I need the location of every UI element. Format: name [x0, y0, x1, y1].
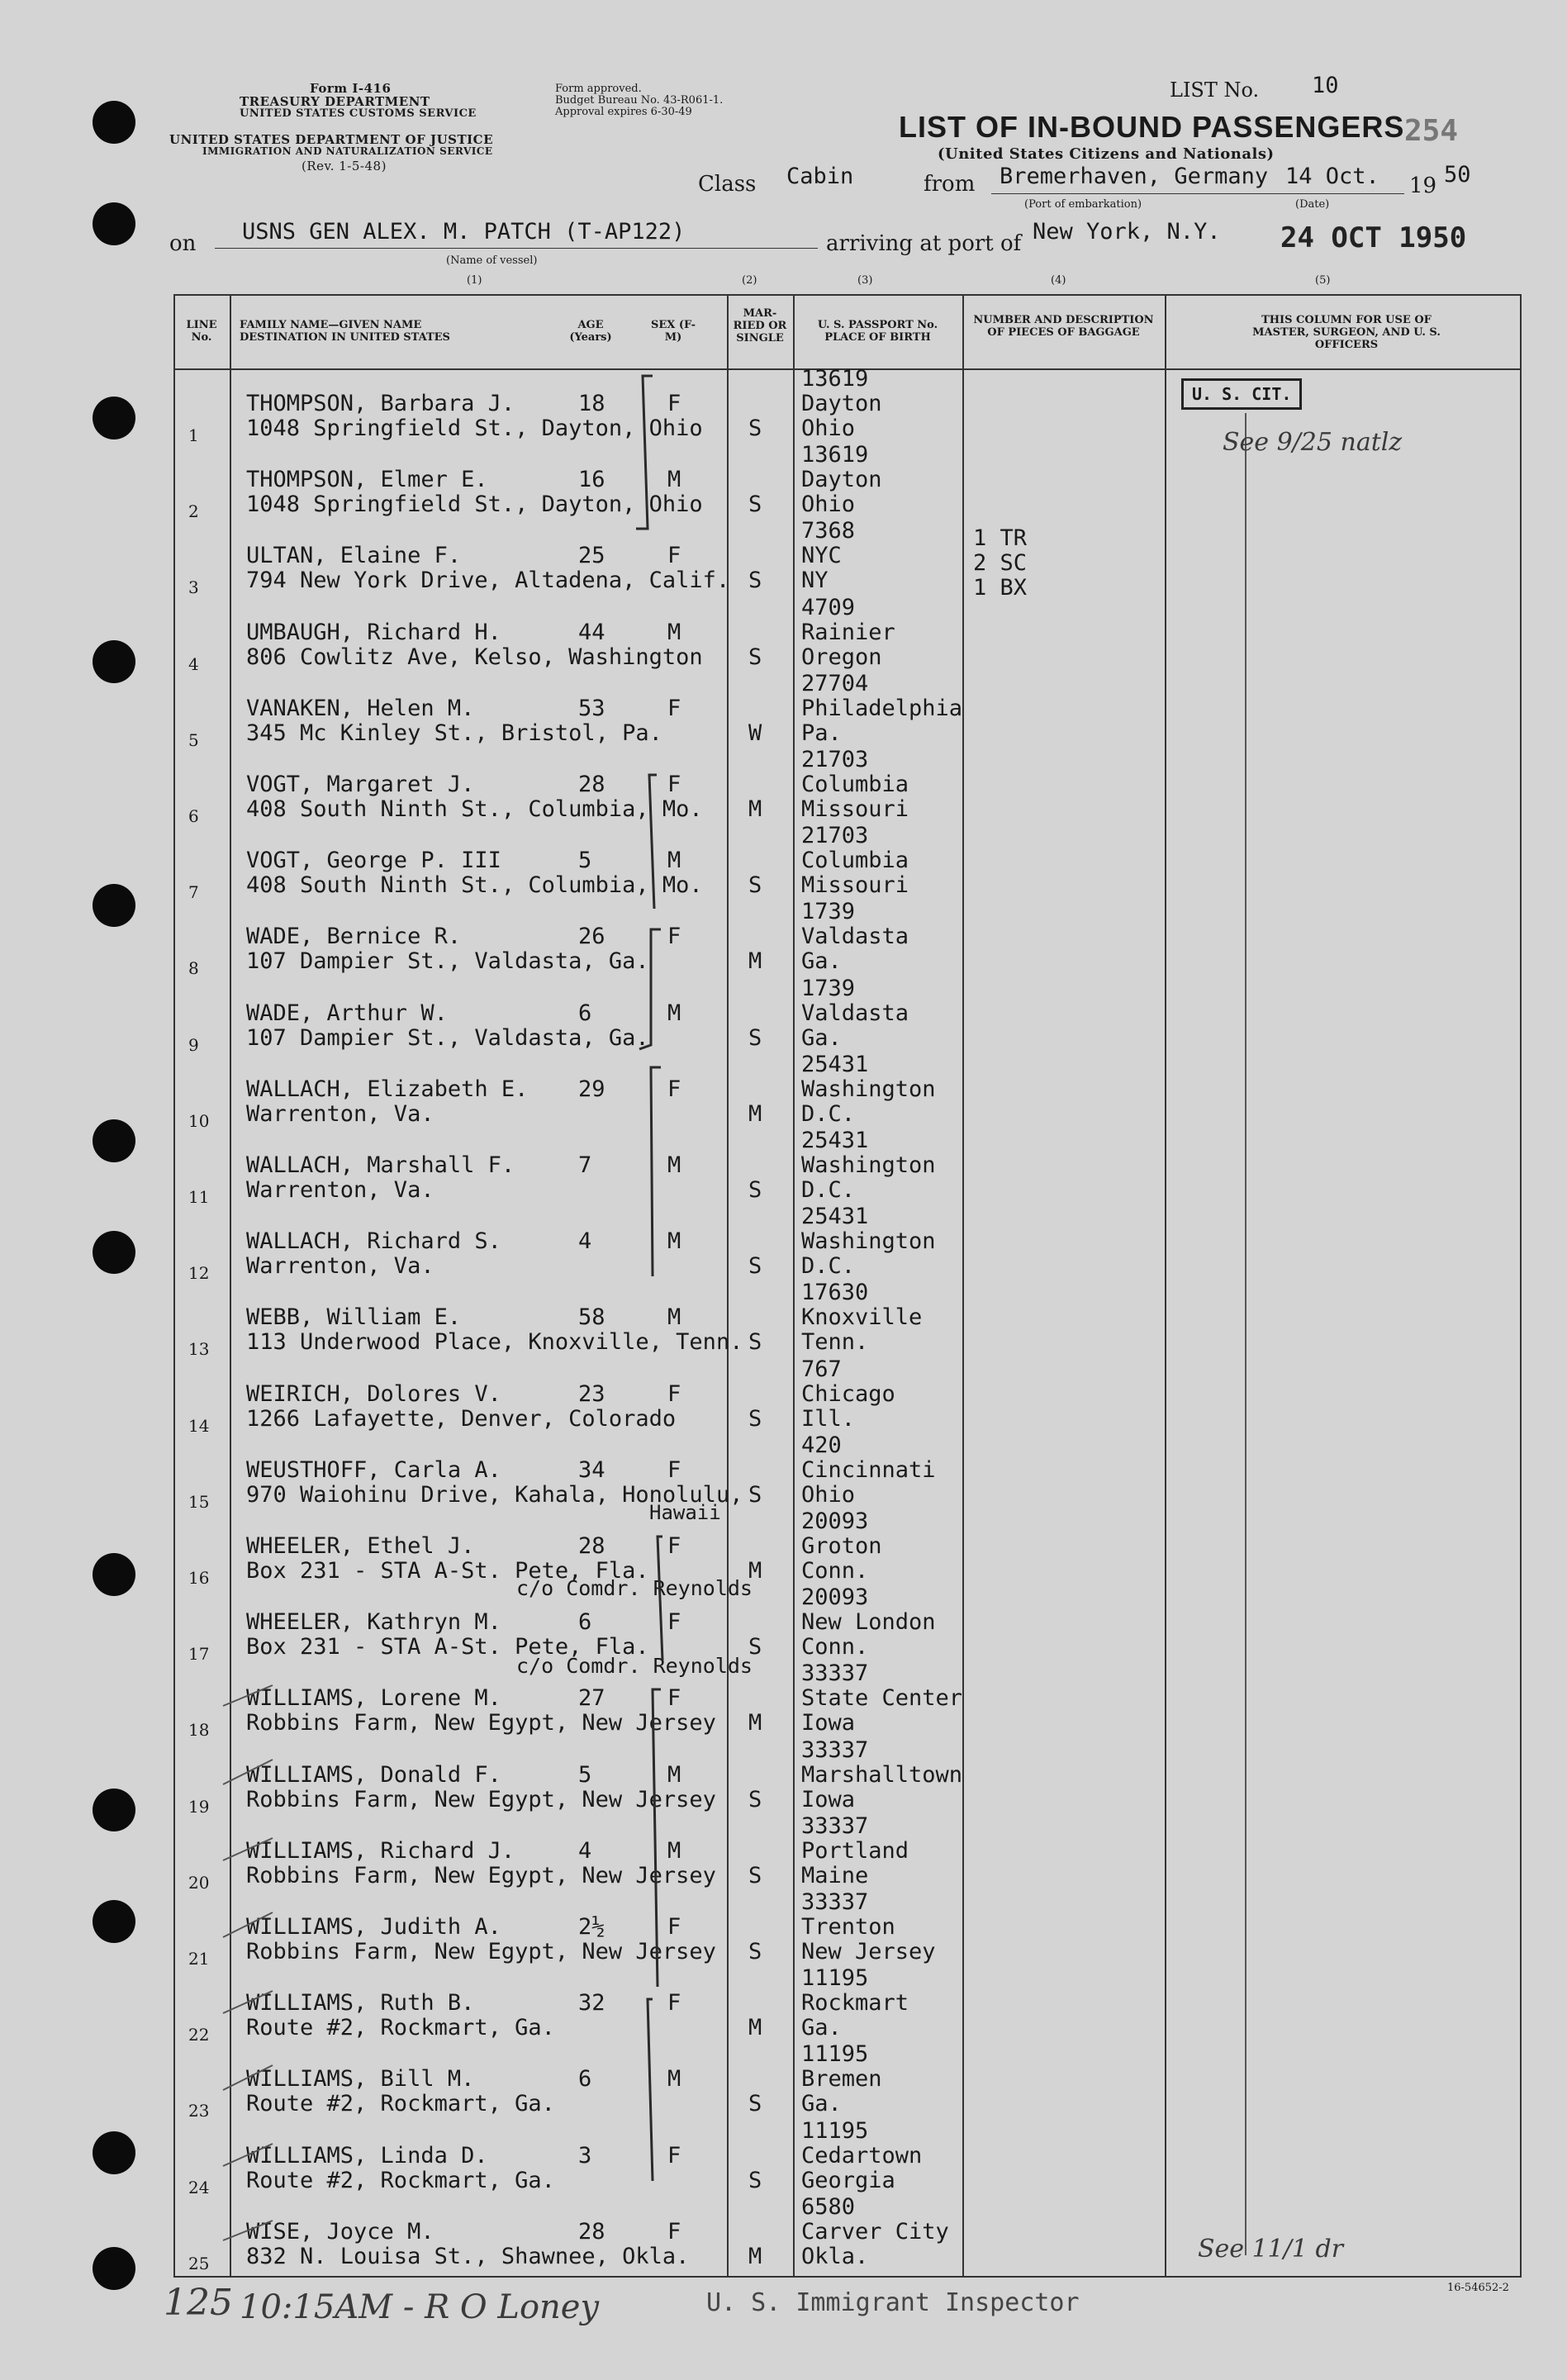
birth-city: Knoxville: [801, 1304, 923, 1331]
passenger-sex: M: [667, 1304, 681, 1331]
passenger-address: Warrenton, Va.: [246, 1100, 434, 1127]
passenger-name: WADE, Bernice R.: [246, 924, 462, 950]
passenger-age: 27: [578, 1685, 605, 1712]
birth-city: Philadelphia: [801, 695, 963, 721]
passenger-sex: M: [667, 1228, 681, 1255]
birth-city: Dayton: [801, 467, 882, 493]
passenger-address: 408 South Ninth St., Columbia, Mo.: [246, 796, 703, 822]
birth-city: State Center: [801, 1685, 963, 1712]
passenger-sex: M: [667, 619, 681, 645]
passenger-address: Route #2, Rockmart, Ga.: [246, 2015, 555, 2041]
birth-city: Groton: [801, 1533, 882, 1559]
passenger-name: WEUSTHOFF, Carla A.: [246, 1456, 501, 1483]
year-prefix: 19: [1409, 173, 1437, 198]
col-header-age: AGE (Years): [569, 319, 612, 344]
passenger-age: 32: [578, 1990, 605, 2017]
marital-status: S: [748, 492, 762, 518]
marital-status: S: [748, 1862, 762, 1888]
tick-mark: [223, 1685, 273, 1706]
passport-number: 7368: [801, 518, 856, 544]
passenger-name: VANAKEN, Helen M.: [246, 695, 475, 721]
passenger-address: 1266 Lafayette, Denver, Colorado: [246, 1405, 677, 1432]
passenger-sex: F: [667, 391, 681, 416]
birth-state: Missouri: [801, 796, 909, 822]
passport-number: 27704: [801, 670, 869, 696]
passenger-sex: F: [667, 1990, 681, 2017]
form-number: Form I-416: [310, 81, 392, 96]
passenger-address: Box 231 - STA A-St. Pete, Fla.: [246, 1558, 649, 1584]
line-number: 8: [188, 958, 199, 979]
passenger-name: WEBB, William E.: [246, 1304, 462, 1331]
marital-status: M: [748, 1710, 762, 1736]
birth-city: NYC: [801, 543, 842, 569]
passenger-sex: F: [667, 772, 681, 797]
arrival-date-stamp: 24 OCT 1950: [1280, 221, 1467, 254]
line-number: 24: [188, 2177, 210, 2197]
passport-number: 33337: [801, 1660, 869, 1687]
column-number: (3): [857, 274, 873, 287]
passenger-address: Box 231 - STA A-St. Pete, Fla.: [246, 1634, 649, 1660]
passenger-age: 23: [578, 1380, 605, 1407]
passenger-sex: M: [667, 1152, 681, 1178]
passport-number: 20093: [801, 1584, 869, 1611]
passenger-address: 806 Cowlitz Ave, Kelso, Washington: [246, 644, 703, 670]
line-number: 18: [188, 1720, 210, 1741]
birth-city: Valdasta: [801, 1000, 909, 1026]
approval-line: Approval expires 6-30-49: [555, 106, 692, 118]
birth-state: Ga.: [801, 2091, 842, 2117]
bracket-williams-rb: [648, 1999, 653, 2181]
list-no-label: LIST No.: [1170, 78, 1260, 102]
passenger-name: WALLACH, Elizabeth E.: [246, 1076, 529, 1102]
col-header-line-no: LINE No.: [186, 319, 217, 344]
birth-city: Washington: [801, 1076, 936, 1102]
class-value: Cabin: [786, 164, 854, 189]
birth-city: Portland: [801, 1837, 909, 1864]
birth-state: Iowa: [801, 1710, 856, 1736]
birth-state: Conn.: [801, 1558, 869, 1584]
birth-city: Bremen: [801, 2066, 882, 2093]
passenger-name: WEIRICH, Dolores V.: [246, 1380, 501, 1407]
passenger-age: 6: [578, 1000, 592, 1026]
passenger-sex: M: [667, 1000, 681, 1026]
passenger-address: 832 N. Louisa St., Shawnee, Okla.: [246, 2243, 690, 2269]
passenger-name: WHEELER, Kathryn M.: [246, 1609, 501, 1636]
passenger-address: Robbins Farm, New Egypt, New Jersey: [246, 1710, 716, 1736]
bracket-vogt: [649, 775, 657, 909]
approval-line: Budget Bureau No. 43-R061-1.: [555, 94, 724, 107]
tick-mark: [223, 2221, 273, 2240]
line-number: 4: [188, 653, 199, 674]
passport-number: 25431: [801, 1204, 869, 1230]
marital-status: W: [748, 720, 762, 746]
footer-code: 16-54652-2: [1447, 2282, 1509, 2294]
passenger-sex: F: [667, 1533, 681, 1559]
tick-mark: [223, 1760, 273, 1784]
marital-status: S: [748, 1481, 762, 1508]
passenger-name: WILLIAMS, Linda D.: [246, 2142, 488, 2169]
port-embark-caption: (Port of embarkation): [1024, 198, 1142, 211]
marital-status: S: [748, 1405, 762, 1432]
us-citizen-stamp: U. S. CIT.: [1181, 378, 1302, 410]
passenger-sex: F: [667, 2142, 681, 2169]
birth-city: Marshalltown: [801, 1761, 963, 1788]
passenger-age: 29: [578, 1076, 605, 1102]
passenger-sex: F: [667, 1456, 681, 1483]
birth-city: Rockmart: [801, 1990, 909, 2017]
baggage-item: 1 TR: [973, 525, 1028, 551]
passenger-address: Route #2, Rockmart, Ga.: [246, 2167, 555, 2193]
passport-number: 33337: [801, 1736, 869, 1763]
column-number: (1): [467, 274, 482, 287]
birth-city: Washington: [801, 1152, 936, 1178]
passenger-sex: F: [667, 1685, 681, 1712]
line-number: 9: [188, 1034, 199, 1055]
marital-status: M: [748, 1558, 762, 1584]
passenger-name: WILLIAMS, Ruth B.: [246, 1990, 475, 2017]
passenger-age: 26: [578, 924, 605, 950]
passenger-name: THOMPSON, Elmer E.: [246, 467, 488, 493]
passenger-name: WILLIAMS, Bill M.: [246, 2066, 475, 2093]
document-subtitle: (United States Citizens and Nationals): [938, 145, 1275, 163]
line-number: 6: [188, 806, 199, 826]
passenger-sex: F: [667, 1914, 681, 1940]
from-label: from: [924, 172, 976, 197]
hawaii-note: Hawaii: [649, 1501, 721, 1524]
passenger-address: 1048 Springfield St., Dayton, Ohio: [246, 492, 703, 518]
passenger-age: 28: [578, 2218, 605, 2245]
passport-number: 17630: [801, 1280, 869, 1306]
passenger-name: WILLIAMS, Judith A.: [246, 1914, 501, 1940]
passenger-age: 25: [578, 543, 605, 569]
passenger-sex: F: [667, 1609, 681, 1636]
marital-status: M: [748, 796, 762, 822]
marital-status: S: [748, 416, 762, 441]
passenger-sex: F: [667, 695, 681, 721]
line-number: 25: [188, 2253, 210, 2273]
document-title: LIST OF IN-BOUND PASSENGERS: [899, 110, 1405, 144]
passenger-age: 18: [578, 391, 605, 416]
passenger-age: 44: [578, 619, 605, 645]
page-stamp: 254: [1404, 114, 1459, 148]
birth-state: NY: [801, 568, 829, 594]
col-header-name: FAMILY NAME—GIVEN NAME DESTINATION IN UNITED STATES: [240, 319, 450, 344]
passport-number: 11195: [801, 2041, 869, 2068]
passenger-age: 34: [578, 1456, 605, 1483]
inspector-label: U. S. Immigrant Inspector: [706, 2288, 1080, 2317]
passenger-age: 3: [578, 2142, 592, 2169]
passenger-sex: M: [667, 1837, 681, 1864]
marital-status: S: [748, 1177, 762, 1203]
line-number: 1: [188, 425, 199, 445]
passport-number: 20093: [801, 1508, 869, 1534]
birth-city: Columbia: [801, 772, 909, 797]
line-number: 5: [188, 729, 199, 750]
passenger-name: ULTAN, Elaine F.: [246, 543, 462, 569]
passenger-address: 408 South Ninth St., Columbia, Mo.: [246, 872, 703, 899]
passenger-name: UMBAUGH, Richard H.: [246, 619, 501, 645]
passenger-sex: F: [667, 924, 681, 950]
col-header-sex: SEX (F-M): [650, 319, 696, 344]
col-header-officers: THIS COLUMN FOR USE OF MASTER, SURGEON, AND U. S. OFFICERS: [1252, 314, 1441, 351]
passenger-age: 6: [578, 2066, 592, 2093]
passenger-age: 53: [578, 695, 605, 721]
passenger-age: 7: [578, 1152, 592, 1178]
passenger-age: 5: [578, 1761, 592, 1788]
baggage-item: 2 SC: [973, 550, 1028, 576]
passenger-name: WALLACH, Richard S.: [246, 1228, 501, 1255]
line-number: 23: [188, 2101, 210, 2121]
passenger-age: 4: [578, 1228, 592, 1255]
birth-city: New London: [801, 1609, 936, 1636]
line-number: 10: [188, 1110, 210, 1131]
passenger-name: WILLIAMS, Donald F.: [246, 1761, 501, 1788]
passport-number: 25431: [801, 1051, 869, 1077]
passenger-address: 1048 Springfield St., Dayton, Ohio: [246, 416, 703, 441]
bracket-wheeler: [658, 1537, 662, 1660]
on-label: on: [169, 231, 197, 256]
date-caption: (Date): [1295, 198, 1330, 211]
bracket-wallach: [651, 1067, 661, 1276]
tick-mark: [223, 1991, 273, 2013]
col-header-passport: U. S. PASSPORT No. PLACE OF BIRTH: [817, 319, 938, 344]
birth-city: Chicago: [801, 1380, 895, 1407]
birth-state: Ohio: [801, 1481, 856, 1508]
birth-state: Ga.: [801, 948, 842, 975]
birth-state: Iowa: [801, 1786, 856, 1812]
comdr-reynolds-note: c/o Comdr. Reynolds: [516, 1576, 753, 1600]
from-value: Bremerhaven, Germany: [1000, 164, 1269, 189]
inspector-signature: 10:15AM - R O Loney: [240, 2288, 600, 2326]
tick-mark: [223, 1912, 273, 1937]
passenger-age: 2½: [578, 1914, 605, 1940]
passport-number: 21703: [801, 823, 869, 849]
birth-state: New Jersey: [801, 1939, 936, 1964]
passenger-address: 113 Underwood Place, Knoxville, Tenn.: [246, 1329, 743, 1356]
year-value: 50: [1444, 162, 1471, 188]
marital-status: S: [748, 1329, 762, 1356]
marital-status: S: [748, 1634, 762, 1660]
passport-number: 25431: [801, 1128, 869, 1153]
justice-department: UNITED STATES DEPARTMENT OF JUSTICE: [169, 132, 494, 147]
passenger-name: WALLACH, Marshall F.: [246, 1152, 515, 1178]
birth-state: Conn.: [801, 1634, 869, 1660]
marital-status: M: [748, 2243, 762, 2269]
passport-number: 11195: [801, 2117, 869, 2144]
vessel-caption: (Name of vessel): [446, 254, 538, 267]
ins-service: IMMIGRATION AND NATURALIZATION SERVICE: [202, 145, 493, 157]
birth-state: Pa.: [801, 720, 842, 746]
birth-city: Valdasta: [801, 924, 909, 950]
officer-note-bottom: See 11/1 dr: [1198, 2235, 1344, 2264]
passenger-sex: M: [667, 467, 681, 493]
passenger-age: 58: [578, 1304, 605, 1331]
line-number: 13: [188, 1339, 210, 1360]
passport-number: 1739: [801, 975, 856, 1001]
passenger-name: WHEELER, Ethel J.: [246, 1533, 475, 1559]
marital-status: S: [748, 872, 762, 899]
birth-state: D.C.: [801, 1177, 856, 1203]
marital-status: S: [748, 1253, 762, 1280]
bracket-thompson: [636, 376, 653, 529]
passport-number: 33337: [801, 1889, 869, 1915]
passenger-name: VOGT, George P. III: [246, 848, 501, 874]
passport-number: 6580: [801, 2193, 856, 2220]
line-number: 22: [188, 2025, 210, 2045]
birth-state: Missouri: [801, 872, 909, 899]
line-number: 19: [188, 1796, 210, 1817]
officer-note-top: See 9/25 natlz: [1223, 428, 1403, 457]
marital-status: S: [748, 1939, 762, 1964]
passport-number: 33337: [801, 1812, 869, 1839]
passport-number: 1739: [801, 899, 856, 925]
birth-city: Columbia: [801, 848, 909, 874]
line-number: 16: [188, 1568, 210, 1588]
passport-number: 21703: [801, 747, 869, 772]
line-number: 17: [188, 1644, 210, 1665]
birth-city: Trenton: [801, 1914, 895, 1940]
baggage-item: 1 BX: [973, 575, 1028, 601]
comdr-reynolds-note: c/o Comdr. Reynolds: [516, 1654, 753, 1678]
bracket-williams-rj: [653, 1689, 661, 1987]
birth-state: Ill.: [801, 1405, 856, 1432]
passenger-address: 107 Dampier St., Valdasta, Ga.: [246, 1024, 649, 1051]
line-number: 14: [188, 1415, 210, 1436]
birth-state: Ga.: [801, 1024, 842, 1051]
passenger-address: Warrenton, Va.: [246, 1253, 434, 1280]
passenger-address: Robbins Farm, New Egypt, New Jersey: [246, 1786, 716, 1812]
passenger-address: 794 New York Drive, Altadena, Calif.: [246, 568, 730, 594]
birth-state: D.C.: [801, 1100, 856, 1127]
passenger-sex: F: [667, 543, 681, 569]
handwritten-total: 125: [164, 2282, 233, 2324]
tick-mark: [223, 2144, 273, 2166]
birth-city: Cedartown: [801, 2142, 923, 2169]
passport-number: 767: [801, 1356, 842, 1382]
class-label: Class: [698, 172, 757, 197]
passenger-age: 4: [578, 1837, 592, 1864]
line-number: 2: [188, 501, 199, 522]
arrival-port: New York, N.Y.: [1033, 219, 1221, 245]
birth-city: Cincinnati: [801, 1456, 936, 1483]
departure-date: 14 Oct.: [1285, 164, 1379, 189]
passport-number: 11195: [801, 1965, 869, 1992]
column-number: (4): [1051, 274, 1066, 287]
line-number: 7: [188, 882, 199, 903]
birth-state: Ga.: [801, 2015, 842, 2041]
passenger-address: Robbins Farm, New Egypt, New Jersey: [246, 1862, 716, 1888]
passenger-name: VOGT, Margaret J.: [246, 772, 475, 797]
vessel-name: USNS GEN ALEX. M. PATCH (T-AP122): [242, 219, 686, 245]
birth-state: Maine: [801, 1862, 869, 1888]
passenger-age: 28: [578, 772, 605, 797]
tick-mark: [223, 1838, 273, 1860]
passenger-address: 970 Waiohinu Drive, Kahala, Honolulu,: [246, 1481, 743, 1508]
marital-status: S: [748, 1024, 762, 1051]
passenger-name: THOMPSON, Barbara J.: [246, 391, 515, 416]
passenger-address: Robbins Farm, New Egypt, New Jersey: [246, 1939, 716, 1964]
passenger-name: WISE, Joyce M.: [246, 2218, 434, 2245]
passenger-sex: F: [667, 1380, 681, 1407]
birth-state: Ohio: [801, 416, 856, 441]
birth-state: Georgia: [801, 2167, 895, 2193]
list-no-value: 10: [1312, 73, 1339, 98]
birth-state: Tenn.: [801, 1329, 869, 1356]
passenger-age: 6: [578, 1609, 592, 1636]
marital-status: S: [748, 2167, 762, 2193]
passenger-address: 107 Dampier St., Valdasta, Ga.: [246, 948, 649, 975]
column-number: (2): [742, 274, 757, 287]
passenger-age: 5: [578, 848, 592, 874]
col-header-married: MAR-RIED OR SINGLE: [733, 307, 787, 344]
marital-status: S: [748, 644, 762, 670]
marital-status: M: [748, 1100, 762, 1127]
birth-city: Carver City: [801, 2218, 949, 2245]
passport-number: 4709: [801, 594, 856, 620]
birth-city: Washington: [801, 1228, 936, 1255]
birth-state: Okla.: [801, 2243, 869, 2269]
passenger-age: 16: [578, 467, 605, 493]
treasury-department: TREASURY DEPARTMENT: [240, 94, 430, 109]
marital-status: S: [748, 1786, 762, 1812]
passport-number: 420: [801, 1432, 842, 1458]
birth-city: Dayton: [801, 391, 882, 416]
line-number: 11: [188, 1187, 210, 1207]
approval-line: Form approved.: [555, 83, 642, 95]
line-number: 20: [188, 1872, 210, 1893]
marital-status: M: [748, 948, 762, 975]
passenger-age: 28: [578, 1533, 605, 1559]
arriving-label: arriving at port of: [826, 231, 1022, 256]
line-number: 21: [188, 1949, 210, 1969]
passport-number: 13619: [801, 442, 869, 468]
passenger-sex: F: [667, 2218, 681, 2245]
passenger-name: WILLIAMS, Richard J.: [246, 1837, 515, 1864]
passenger-sex: F: [667, 1076, 681, 1102]
line-number: 15: [188, 1491, 210, 1512]
marital-status: M: [748, 2015, 762, 2041]
tick-mark: [223, 2065, 273, 2090]
passenger-address: Route #2, Rockmart, Ga.: [246, 2091, 555, 2117]
birth-state: D.C.: [801, 1253, 856, 1280]
line-number: 12: [188, 1263, 210, 1284]
col-header-baggage: NUMBER AND DESCRIPTION OF PIECES OF BAGGAGE: [973, 314, 1154, 339]
birth-state: Ohio: [801, 492, 856, 518]
birth-city: Rainier: [801, 619, 895, 645]
passenger-address: 345 Mc Kinley St., Bristol, Pa.: [246, 720, 662, 746]
birth-state: Oregon: [801, 644, 882, 670]
passenger-address: Warrenton, Va.: [246, 1177, 434, 1203]
customs-service: UNITED STATES CUSTOMS SERVICE: [240, 107, 477, 120]
passenger-sex: M: [667, 848, 681, 874]
marital-status: S: [748, 2091, 762, 2117]
column-number: (5): [1315, 274, 1331, 287]
line-number: 3: [188, 577, 199, 598]
passenger-sex: M: [667, 1761, 681, 1788]
marital-status: S: [748, 568, 762, 594]
passenger-sex: M: [667, 2066, 681, 2093]
bracket-wade: [639, 929, 661, 1049]
passport-number: 13619: [801, 366, 869, 392]
passenger-name: WILLIAMS, Lorene M.: [246, 1685, 501, 1712]
passenger-name: WADE, Arthur W.: [246, 1000, 448, 1026]
revision: (Rev. 1-5-48): [302, 159, 387, 173]
